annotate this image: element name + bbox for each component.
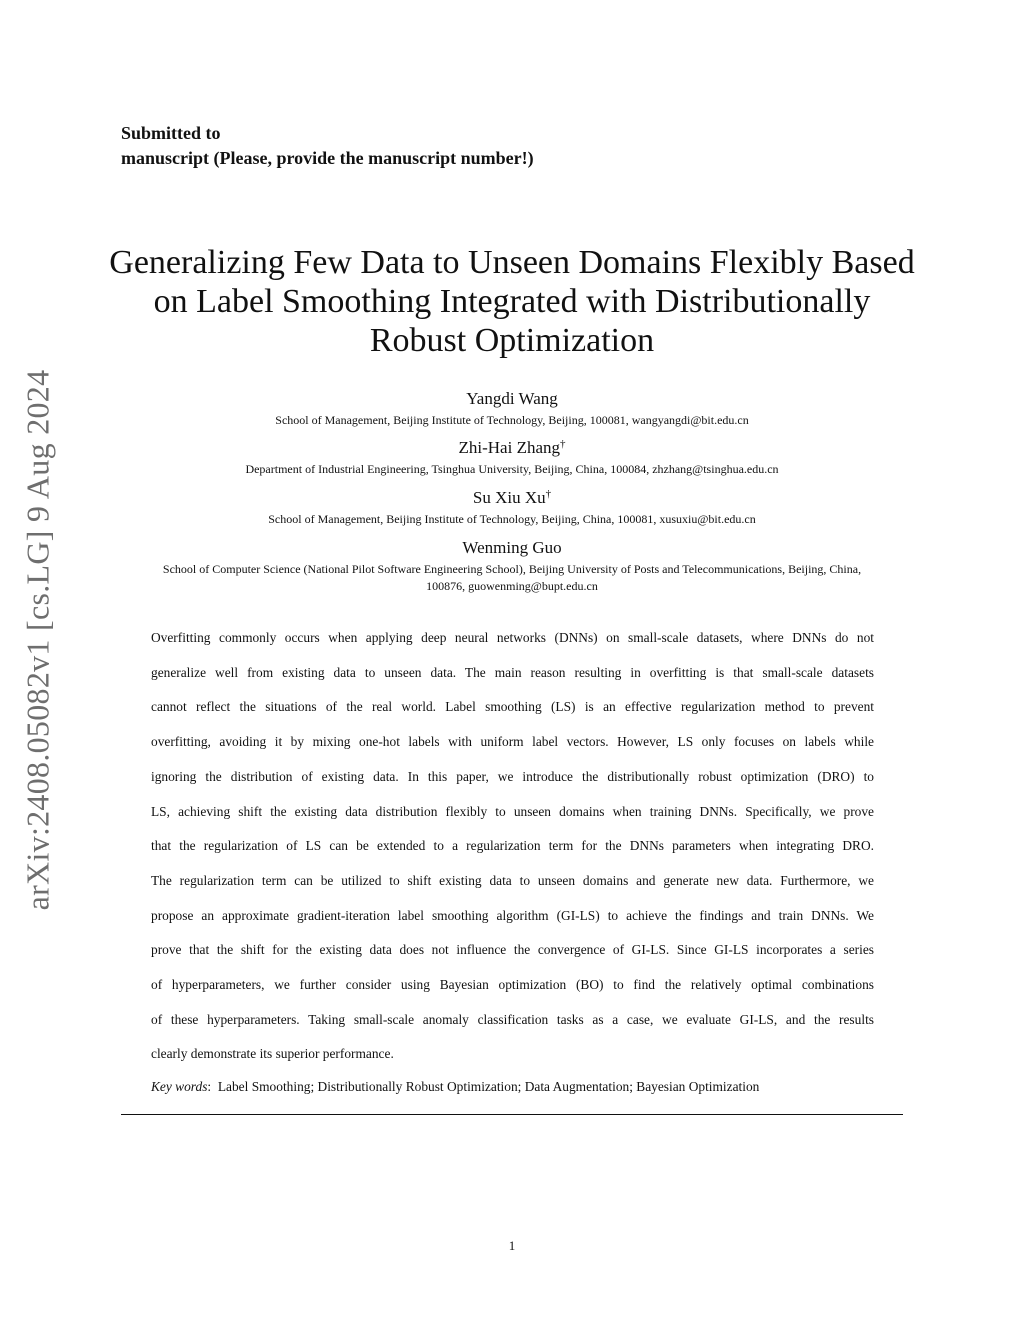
submitted-to-line: Submitted to — [121, 123, 221, 143]
author-affiliation: School of Management, Beijing Institute of Technology, Beijing, 100081, wangyangdi@bit.edu.cn — [275, 413, 749, 427]
abstract-line: propose an approximate gradient-iteration label smoothing algorithm (GI-LS) to achieve the findings and train DNNs. We — [151, 907, 874, 923]
title-line-1: Generalizing Few Data to Unseen Domains Flexibly Based — [109, 244, 915, 281]
author-name: Zhi-Hai Zhang† — [458, 438, 566, 457]
keywords — [151, 1077, 759, 1097]
author-name: Yangdi Wang — [466, 389, 558, 408]
author-block-4 — [100, 538, 924, 595]
manuscript-number-line: manuscript (Please, provide the manuscript number!) — [121, 148, 534, 168]
submission-header — [121, 121, 534, 171]
abstract-line: prove that the shift for the existing data does not influence the convergence of GI-LS. Since GI-LS incorporates a series — [151, 942, 874, 958]
corresponding-dagger: † — [560, 438, 566, 450]
keywords-text: Label Smoothing; Distributionally Robust Optimization; Data Augmentation; Bayesian Optimization — [217, 1079, 760, 1094]
abstract-line: overfitting, avoiding it by mixing one-hot labels with uniform label vectors. However, LS only focuses on labels while — [151, 734, 874, 750]
arxiv-stamp: arXiv:2408.05082v1 [cs.LG] 9 Aug 2024 — [19, 369, 56, 911]
keywords-separator: : — [207, 1079, 212, 1094]
author-name: Su Xiu Xu† — [472, 488, 552, 507]
keywords-label: Key words — [151, 1079, 208, 1094]
author-affiliation: Department of Industrial Engineering, Tsinghua University, Beijing, China, 100084, zhzhang@tsinghua.edu.cn — [245, 462, 779, 476]
author-block-3 — [100, 488, 924, 528]
abstract-line: ignoring the distribution of existing data. In this paper, we introduce the distributionally robust optimization (DRO) to — [151, 768, 874, 784]
page-number: 1 — [508, 1238, 516, 1253]
abstract-line: of these hyperparameters. Taking small-scale anomaly classification tasks as a case, we evaluate GI-LS, and the results — [151, 1011, 874, 1027]
abstract-line: LS, achieving shift the existing data distribution flexibly to unseen domains when training DNNs. Specifically, we prove — [151, 803, 874, 819]
paper-title — [102, 243, 922, 360]
abstract-line: of hyperparameters, we further consider using Bayesian optimization (BO) to find the relatively optimal combinations — [151, 977, 874, 993]
author-affiliation-line-2: 100876, guowenming@bupt.edu.cn — [426, 579, 598, 593]
section-divider — [121, 1114, 903, 1115]
abstract — [151, 621, 874, 1072]
abstract-line: generalize well from existing data to unseen data. The main reason resulting in overfitting is that small-scale datasets — [151, 664, 874, 680]
author-affiliation: School of Management, Beijing Institute of Technology, Beijing, China, 100081, xusuxiu@bit.edu.cn — [268, 512, 756, 526]
author-block-1 — [100, 389, 924, 429]
corresponding-dagger: † — [545, 488, 552, 500]
title-line-3: Robust Optimization — [369, 322, 655, 359]
abstract-line: clearly demonstrate its superior performance. — [151, 1046, 394, 1062]
abstract-line: The regularization term can be utilized to shift existing data to unseen domains and generate new data. Furthermore, we — [151, 872, 874, 888]
abstract-line: cannot reflect the situations of the real world. Label smoothing (LS) is an effective regularization method to prevent — [151, 699, 874, 715]
author-block-2 — [100, 438, 924, 478]
abstract-line: Overfitting commonly occurs when applying deep neural networks (DNNs) on small-scale datasets, where DNNs do not — [151, 630, 874, 645]
title-line-2: on Label Smoothing Integrated with Distributionally — [153, 283, 871, 320]
author-name: Wenming Guo — [462, 538, 562, 557]
author-affiliation-line-1: School of Computer Science (National Pilot Software Engineering School), Beijing University of Posts and Telecommunications, Beijing, China, — [162, 562, 862, 576]
abstract-line: that the regularization of LS can be extended to a regularization term for the DNNs parameters when integrating DRO. — [151, 838, 874, 854]
